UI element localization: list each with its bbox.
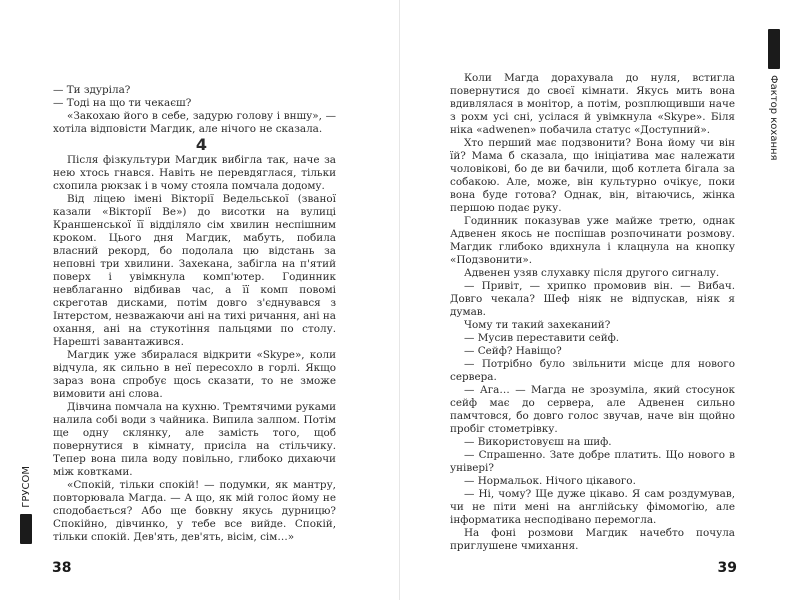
right-page [400, 0, 800, 600]
paragraph: — Нормальок. Нічого цікавого. [464, 475, 636, 487]
paragraph: Магдик уже збиралася відкрити «Skype», коли відчула, як сильно в неї пересохло в горлі. Якщо зараз вона спробує щось сказати, то не зможе вимовити ані слова. [53, 349, 336, 400]
paragraph: Годинник показував уже майже третю, однак Адвенен якось не поспішав розпочинати розмову. Магдик глибоко вдихнула і клацнула на кнопку «Подзвонити». [450, 215, 735, 266]
paragraph: Чому ти такий захеканий? [464, 319, 611, 331]
paragraph: Від ліцею імені Вікторії Ведельської (званої казали «Вікторії Ве») до висотки на вулиці Краншенської її відділяло сім хвилин неспішним кроком. Цього дня Магдик, мабуть, побила власний рекорд, бо подолала цю відстань за неповні три хвилини. Захекана, забігла на п'ятий поверх і увімкнула комп'ютер. Годинник невблаганно відбивав час, а її комп повомі скреготав дисками, потім довго з'єднувався з Інтерстом, незважаючи ані на тихі ричання, ані на охання, ані на стукотіння пальцями по столу. Нарешті завантажився. [53, 193, 336, 348]
paragraph: «Закохаю його в себе, задурю голову і вншу», — хотіла відповісти Магдик, але нічого не сказала. [53, 110, 336, 135]
paragraph: — Використовуєш на шиф. [464, 436, 612, 448]
paragraph: «Спокій, тільки спокій! — подумки, як мантру, повторювала Магда. — А що, як мій голос йому не сподобається? Або ще бовкну якусь дурницю? Спокійно, дівчинко, у тебе все вийде. Спокій, тільки спокій. Дев'ять, дев'ять, вісім, сім…» [53, 479, 336, 543]
chapter-number: 4 [195, 135, 208, 154]
paragraph: — Ні, чому? Ще дуже цікаво. Я сам роздумував, чи не піти мені на англійську фімомогію, але інформатика несподівано перемогла. [450, 488, 735, 526]
page-number-right: 39 [717, 560, 737, 576]
paragraph: Хто перший має подзвонити? Вона йому чи він їй? Мама б сказала, що ініціатива має належати чоловікові, бо де ви бачили, щоб котлета бігала за собакою. Але, може, він культурно очікує, поки вона буде готова? Однак, він, вітаючись, жінка першою подає руку. [450, 137, 735, 214]
paragraph: Після фізкультури Магдик вибігла так, наче за нею хтось гнався. Навіть не перевдяглася, тільки схопила рюкзак і в чому стояла помчала додому. [53, 154, 336, 192]
paragraph: — Мусив переставити сейф. [464, 332, 620, 344]
paragraph: Адвенен узяв слухавку після другого сигналу. [464, 267, 720, 279]
side-deco-bar [20, 514, 32, 544]
paragraph: Коли Магда дорахувала до нуля, встигла повернутися до своєї кімнати. Якусь мить вона вдивлялася в монітор, а потім, розплющивши наче з рохм усі сні, усілася й увімкнула «Skype». Біля ніка «adwenen» побачила статус «Доступний». [450, 72, 735, 136]
right-page-text [450, 72, 735, 553]
left-side-tab [12, 430, 32, 580]
paragraph: — Спрашенно. Зате добре платить. Що нового в універі? [450, 449, 735, 474]
paragraph: Дівчина помчала на кухню. Тремтячими руками налила собі води з чайника. Випила залпом. Потім ще одну склянку, але замість того, щоб повернутися в кімнату, присіла на стільчику. Тепер вона пила воду повільно, глибоко дихаючи між ковтками. [53, 401, 336, 478]
paragraph: — Тоді на що ти чекаєш? [53, 97, 192, 109]
right-side-tab [768, 0, 788, 190]
book-title-side-label: Фактор кохання [768, 75, 779, 161]
paragraph: — Сейф? Навіщо? [464, 345, 562, 357]
paragraph: — Потрібно було звільнити місце для нового сервера. [450, 358, 735, 383]
left-page-text [53, 84, 336, 544]
author-side-label: ГРУСОМ [21, 466, 32, 508]
paragraph: — Привіт, — хрипко промовив він. — Вибач. Довго чекала? Шеф ніяк не відпускав, ніяк я думав. [450, 280, 735, 318]
page-number-left: 38 [52, 560, 72, 576]
paragraph: — Ага… — Магда не зрозуміла, який стосунок сейф має до сервера, але Адвенен сильно памчтовся, бо довго голос звучав, наче він щойно пробіг стометрівку. [450, 384, 735, 435]
paragraph: На фоні розмови Магдик начебто почула приглушене чмихання. [450, 527, 735, 552]
paragraph: — Ти здуріла? [53, 84, 131, 96]
side-deco-bar [768, 29, 780, 69]
